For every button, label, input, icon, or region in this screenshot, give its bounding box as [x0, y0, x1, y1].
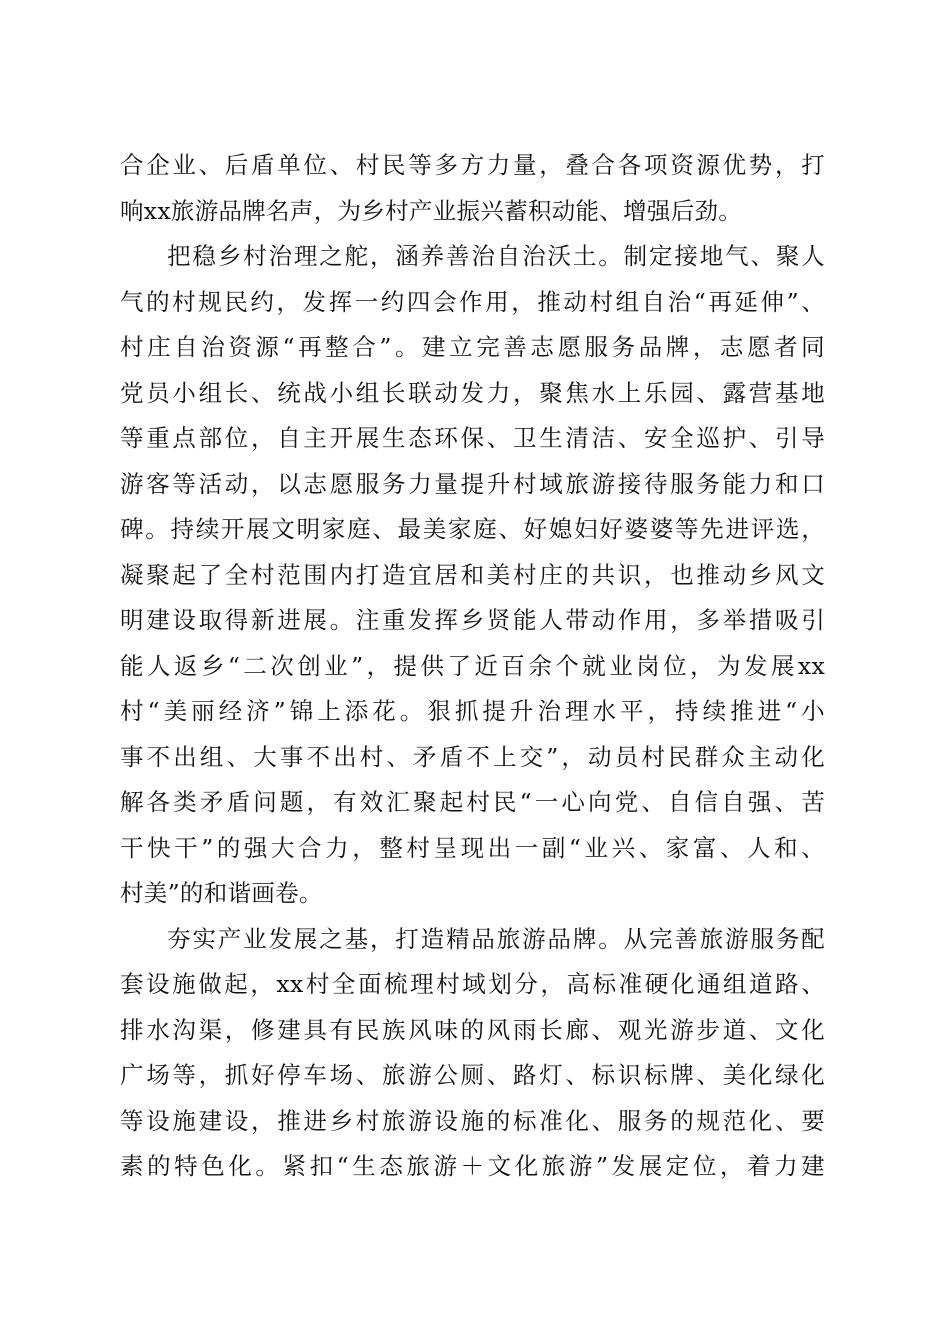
text-line: 广场等，抓好停车场、旅游公厕、路灯、标识标牌、美化绿化: [120, 1061, 825, 1089]
text-line: 明建设取得新进展。注重发挥乡贤能人带动作用，多举措吸引: [120, 606, 825, 634]
text-line: 解各类矛盾问题，有效汇聚起村民“一心向党、自信自强、苦: [120, 788, 825, 816]
text-line: 干快干”的强大合力，整村呈现出一副“业兴、家富、人和、: [120, 833, 825, 862]
text-line: 村美”的和谐画卷。: [120, 879, 323, 907]
text-line: 等设施建设，推进乡村旅游设施的标准化、服务的规范化、要: [120, 1106, 825, 1135]
text-line: 游客等活动，以志愿服务力量提升村域旅游接待服务能力和口: [120, 469, 825, 498]
paragraph-first-line: 把稳乡村治理之舵，涵养善治自治沃土。制定接地气、聚人: [167, 242, 825, 270]
text-line: 响xx旅游品牌名声，为乡村产业振兴蓄积动能、增强后劲。: [120, 196, 743, 225]
text-line: 排水沟渠，修建具有民族风味的风雨长廊、观光游步道、文化: [120, 1015, 825, 1044]
text-line: 村“美丽经济”锦上添花。狠抓提升治理水平，持续推进“小: [120, 697, 825, 725]
text-line: 事不出组、大事不出村、矛盾不上交”，动员村民群众主动化: [120, 742, 825, 771]
text-line: 气的村规民约，发挥一约四会作用，推动村组自治“再延伸”、: [120, 287, 825, 316]
text-line: 党员小组长、统战小组长联动发力，聚焦水上乐园、露营基地: [120, 378, 825, 407]
text-line: 碑。持续开展文明家庭、最美家庭、好媳妇好婆婆等先进评选，: [120, 515, 825, 543]
paragraph-first-line: 夯实产业发展之基，打造精品旅游品牌。从完善旅游服务配: [167, 924, 825, 953]
text-line: 能人返乡“二次创业”，提供了近百余个就业岗位，为发展xx: [120, 651, 825, 680]
text-line: 套设施做起，xx村全面梳理村域划分，高标准硬化通组道路、: [120, 970, 825, 998]
text-line: 凝聚起了全村范围内打造宜居和美村庄的共识，也推动乡风文: [120, 560, 825, 589]
text-line: 村庄自治资源“再整合”。建立完善志愿服务品牌，志愿者同: [120, 333, 825, 361]
text-line: 素的特色化。紧扣“生态旅游＋文化旅游”发展定位，着力建: [120, 1152, 825, 1180]
body-text: [120, 143, 825, 1190]
text-line: 合企业、后盾单位、村民等多方力量，叠合各项资源优势，打: [120, 151, 825, 179]
text-line: 等重点部位，自主开展生态环保、卫生清洁、安全巡护、引导: [120, 424, 825, 452]
